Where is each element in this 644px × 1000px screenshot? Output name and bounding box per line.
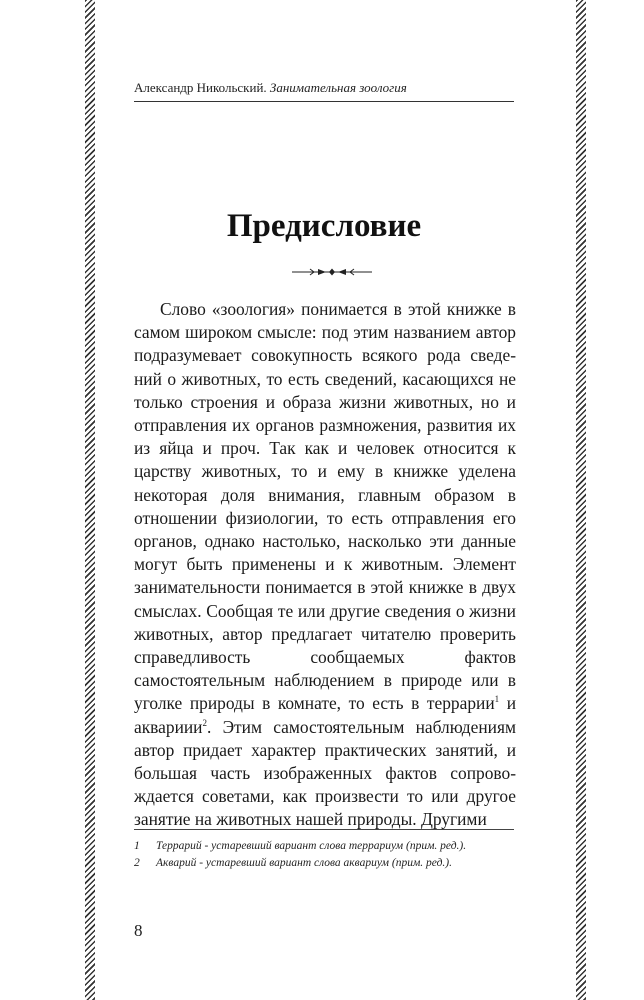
page-number: 8 xyxy=(134,921,143,940)
paragraph xyxy=(134,298,516,832)
chapter-title: Предисловие xyxy=(226,208,422,244)
left-rope-border xyxy=(85,0,95,1000)
body-text xyxy=(134,298,516,832)
footnote-rule xyxy=(134,829,514,830)
running-header xyxy=(134,80,504,96)
footnote xyxy=(134,840,514,852)
footnote-ref-2: 2 xyxy=(202,717,207,728)
ornament-divider-icon xyxy=(292,266,372,278)
paragraph-text-b: и аквариии xyxy=(134,693,516,737)
paragraph-text-c: . Этим самостоятельным наблюдениям автор придает характер практических занятий, и большая часть изображенных фактов сопровождается советами, как произвести то или другое занятие на животных нашей природы. Другими xyxy=(134,716,516,830)
footnote-text: Террарий - устаревший вариант слова террариум (прим. ред.). xyxy=(156,840,467,852)
footnote-number: 1 xyxy=(134,840,140,852)
footnote-text: Акварий - устаревший вариант слова аквариум (прим. ред.). xyxy=(156,857,453,869)
paragraph-text-a: Слово «зоология» понимается в этой книжке в самом широком смысле: под этим названием автор подразумевает совокупность всякого рода сведений о животных, то есть сведений, касающихся не только строения и образа жизни животных, но и отправления их органов размножения, развития их из яйца и проч. Так как и человек относится к царству животных, то и ему в книжке уделена некоторая доля внимания, главным образом в отношении физиологии, то есть отправления его органов, однако настолько, насколько эти данные могут быть применены и к животным. Элемент занимательности понимается в этой книжке в двух смыслах. Сообщая те или другие сведения о жизни животных, автор предлагает читателю проверить справедливость сообщаемых фактов самостоятельным наблюдением в природе или в уголке природы в комнате, то есть в террарии xyxy=(134,299,516,714)
footnote-number: 2 xyxy=(134,857,140,869)
header-author: Александр Никольский. xyxy=(134,80,267,95)
header-rule xyxy=(134,101,514,102)
right-rope-border xyxy=(576,0,586,1000)
footnote-ref-1: 1 xyxy=(494,694,500,705)
header-work-title: Занимательная зоология xyxy=(269,80,407,95)
footnote xyxy=(134,857,514,869)
footnotes xyxy=(134,840,514,874)
